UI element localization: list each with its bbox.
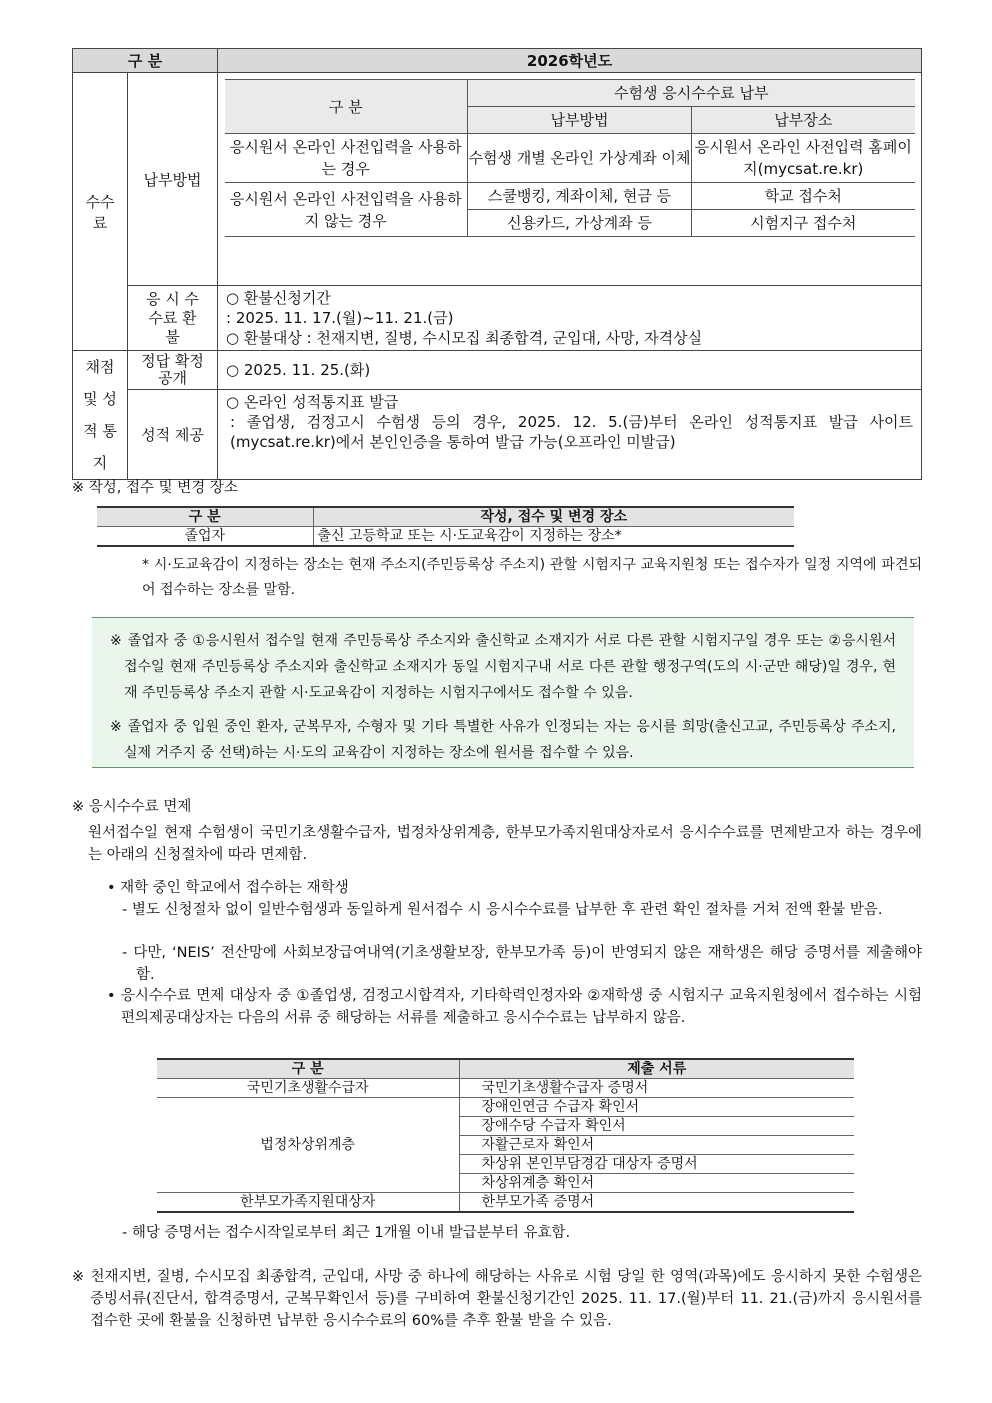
exemption-dash2: - 다만, ‘NEIS’ 전산망에 사회보장급여내역(기초생활보장, 한부모가족 등)이 반영되지 않은 재학생은 해당 증명서를 제출해야 함.	[122, 945, 922, 983]
docs-r2-doc: 자활근로자 확인서	[459, 1136, 854, 1155]
score-line1: ○ 온라인 성적통지표 발급	[226, 393, 399, 412]
note-box	[92, 617, 914, 768]
row1-place: 응시원서 온라인 사전입력 홈페이지(mycsat.re.kr)	[692, 134, 915, 183]
payment-method-table	[225, 79, 915, 237]
refund-line2: : 2025. 11. 17.(월)~11. 21.(금)	[226, 309, 454, 327]
exemption-bullet2: • 응시수수료 면제 대상자 중 ①졸업생, 검정고시합격자, 기타학력인정자와 ②재학생 중 시험지구 교육지원청에서 접수하는 시험편의제공대상자는 다음의 서류 중 해당하는 서류를 제출하고 응시수수료는 납부하지 않음.	[107, 988, 922, 1026]
docs-r2-type: 법정차상위계층	[157, 1098, 459, 1193]
docs-r2-doc: 장애수당 수급자 확인서	[459, 1117, 854, 1136]
docs-r2-doc: 차상위계층 확인서	[459, 1174, 854, 1193]
final-note: ※ 천재지변, 질병, 수시모집 최종합격, 군입대, 사망 중 하나에 해당하는 사유로 시험 당일 한 영역(과목)에도 응시하지 못한 수험생은 증빙서류(진단서, 합격증명서, 군복무확인서 등)를 구비하여 환불신청기간인 2025. 11. 17.(월)부터 11. 21.(금)까지 응시원서를 접수한 곳에 환불을 신청하면 납부한 응시수수료의 60%를 추후 환불 받을 수 있음.	[72, 1269, 922, 1329]
docs-col-docs: 제출 서류	[459, 1059, 854, 1079]
header-year: 2026학년도	[218, 49, 922, 73]
note-box-item1: ※ 졸업자 중 ①응시원서 접수일 현재 주민등록상 주소지와 출신학교 소재지가 서로 다른 관할 시험지구일 경우 또는 ②응시원서 접수일 현재 주민등록상 주소지와 출신학교 소재지가 동일 시험지구내 서로 다른 관할 행정구역(도의 시·군만 해당)일 경우, 현재 주민등록상 주소지 관할 시·도교육감이 지정하는 시험지구에서도 접수할 수 있음.	[110, 633, 896, 701]
docs-r2-doc: 차상위 본인부담경감 대상자 증명서	[459, 1155, 854, 1174]
place-row-place: 출신 고등학교 또는 시·도교육감이 지정하는 장소*	[313, 527, 794, 547]
row1-method: 수험생 개별 온라인 가상계좌 이체	[468, 134, 692, 183]
place-heading: ※ 작성, 접수 및 변경 장소	[72, 480, 238, 496]
note-box-item2: ※ 졸업자 중 입원 중인 환자, 군복무자, 수형자 및 기타 특별한 사유가 인정되는 자는 응시를 희망(출신고교, 주민등록상 주소지, 실제 거주지 중 선택)하는 시·도의 교육감이 지정하는 장소에 원서를 접수할 수 있음.	[110, 719, 896, 761]
score-label: 성적 제공	[128, 390, 218, 480]
row2b-place: 시험지구 접수처	[692, 210, 915, 237]
fee-label: 수수료	[73, 73, 128, 351]
place-col-gubun: 구 분	[97, 507, 313, 527]
inner-col-method: 납부방법	[468, 107, 692, 134]
docs-r2-doc: 장애인연금 수급자 확인서	[459, 1098, 854, 1117]
answer-label: 정답 확정 공개	[128, 351, 218, 390]
payment-method-label: 납부방법	[128, 73, 218, 286]
answer-value: ○ 2025. 11. 25.(화)	[218, 351, 922, 390]
row2b-method: 신용카드, 가상계좌 등	[468, 210, 692, 237]
row2a-method: 스쿨뱅킹, 계좌이체, 현금 등	[468, 183, 692, 210]
place-table	[97, 506, 794, 547]
exemption-dash1: - 별도 신청절차 없이 일반수험생과 동일하게 원서접수 시 응시수수료를 납부한 후 관련 확인 절차를 거쳐 전액 환불 받음.	[122, 902, 883, 918]
inner-col-gubun: 구 분	[225, 80, 468, 134]
place-footnote: * 시·도교육감이 지정하는 장소는 현재 주소지(주민등록상 주소지) 관할 시험지구 교육지원청 또는 접수자가 일정 지역에 파견되어 접수하는 장소를 말함.	[142, 557, 922, 598]
docs-col-gubun: 구 분	[157, 1059, 459, 1079]
inner-col-place: 납부장소	[692, 107, 915, 134]
place-row-type: 졸업자	[184, 528, 226, 544]
header-gubun: 구 분	[73, 49, 218, 73]
row2-case: 응시원서 온라인 사전입력을 사용하지 않는 경우	[225, 183, 468, 237]
docs-r3-type: 한부모가족지원대상자	[240, 1194, 376, 1210]
place-col-place: 작성, 접수 및 변경 장소	[313, 507, 794, 527]
docs-r1-doc: 국민기초생활수급자 증명서	[459, 1079, 854, 1098]
refund-label: 응 시 수수료 환 불	[128, 286, 218, 351]
score-line2: : 졸업생, 검정고시 수험생 등의 경우, 2025. 12. 5.(금)부터 온라인 성적통지표 발급 사이트 (mycsat.re.kr)에서 본인인증을 통하여 발급 가능(오프라인 미발급)	[230, 413, 913, 452]
exemption-intro: 원서접수일 현재 수험생이 국민기초생활수급자, 법정차상위계층, 한부모가족지원대상자로서 응시수수료를 면제받고자 하는 경우에는 아래의 신청절차에 따라 면제함.	[88, 825, 922, 863]
row2a-place: 학교 접수처	[692, 183, 915, 210]
refund-line3: ○ 환불대상 : 천재지변, 질병, 수시모집 최종합격, 군입대, 사망, 자격상실	[226, 329, 703, 347]
row1-case: 응시원서 온라인 사전입력을 사용하는 경우	[225, 134, 468, 183]
main-schedule-table	[72, 48, 922, 480]
refund-line1: ○ 환불신청기간	[226, 289, 331, 307]
grading-label: 채점 및 성적 통지	[73, 351, 128, 480]
validity-note: - 해당 증명서는 접수시작일로부터 최근 1개월 이내 발급분부터 유효함.	[122, 1225, 571, 1241]
docs-r1-type: 국민기초생활수급자	[157, 1079, 459, 1098]
exemption-heading: ※ 응시수수료 면제	[72, 799, 192, 815]
exemption-bullet1: • 재학 중인 학교에서 접수하는 재학생	[107, 880, 349, 896]
documents-table	[157, 1058, 854, 1213]
docs-r3-doc: 한부모가족 증명서	[459, 1193, 854, 1213]
inner-col-fee-payment: 수험생 응시수수료 납부	[468, 80, 915, 107]
